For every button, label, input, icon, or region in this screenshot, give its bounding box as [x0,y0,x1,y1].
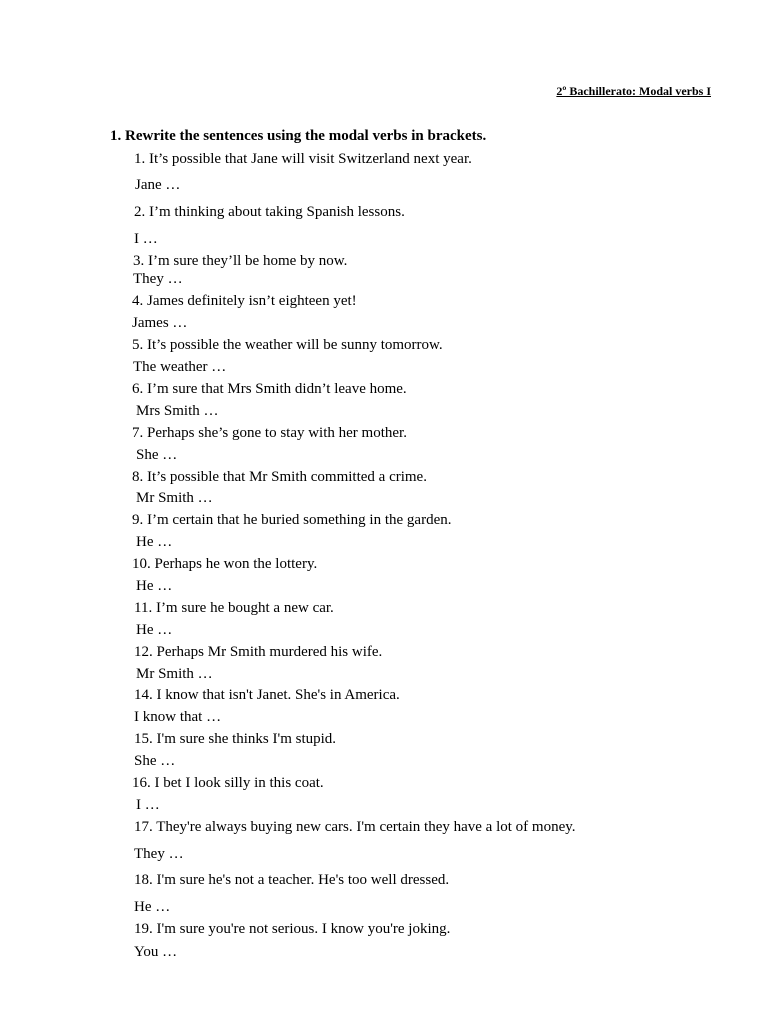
exercise-sentence: 11. I’m sure he bought a new car. [134,600,334,616]
answer-prompt: Mr Smith … [136,490,213,506]
exercise-sentence: 12. Perhaps Mr Smith murdered his wife. [134,644,383,660]
answer-prompt: Mrs Smith … [136,403,219,419]
answer-prompt: She … [134,753,176,769]
answer-prompt: He … [134,899,171,915]
exercise-sentence: 3. I’m sure they’ll be home by now. [133,253,348,269]
exercise-sentence: 17. They're always buying new cars. I'm certain they have a lot of money. [134,819,576,835]
answer-prompt: I … [136,797,160,813]
answer-prompt: You … [134,944,178,960]
exercise-sentence: 4. James definitely isn’t eighteen yet! [132,293,357,309]
exercise-sentence: 2. I’m thinking about taking Spanish lessons. [134,204,405,220]
answer-prompt: Mr Smith … [136,666,213,682]
answer-prompt: James … [132,315,188,331]
exercise-sentence: 15. I'm sure she thinks I'm stupid. [134,731,337,747]
exercise-sentence: 9. I’m certain that he buried something in the garden. [132,512,452,528]
exercise-sentence: 5. It’s possible the weather will be sunny tomorrow. [132,337,443,353]
answer-prompt: I know that … [134,709,222,725]
exercise-sentence: 14. I know that isn't Janet. She's in America. [134,687,400,703]
answer-prompt: He … [136,534,173,550]
answer-prompt: They … [134,846,184,862]
answer-prompt: The weather … [133,359,227,375]
answer-prompt: Jane … [135,177,181,193]
exercise-sentence: 18. I'm sure he's not a teacher. He's too well dressed. [134,872,450,888]
answer-prompt: He … [136,578,173,594]
exercise-sentence: 16. I bet I look silly in this coat. [132,775,324,791]
exercise-sentence: 7. Perhaps she’s gone to stay with her mother. [132,425,407,441]
exercise-heading: 1. Rewrite the sentences using the modal verbs in brackets. [110,128,487,144]
exercise-sentence: 19. I'm sure you're not serious. I know you're joking. [134,921,451,937]
exercise-sentence: 8. It’s possible that Mr Smith committed a crime. [132,469,427,485]
exercise-sentence: 6. I’m sure that Mrs Smith didn’t leave home. [132,381,407,397]
exercise-sentence: 10. Perhaps he won the lottery. [132,556,318,572]
worksheet-title: 2º Bachillerato: Modal verbs I [556,84,711,98]
answer-prompt: They … [133,271,183,287]
answer-prompt: I … [134,231,158,247]
answer-prompt: She … [136,447,178,463]
answer-prompt: He … [136,622,173,638]
exercise-sentence: 1. It’s possible that Jane will visit Switzerland next year. [134,151,472,167]
